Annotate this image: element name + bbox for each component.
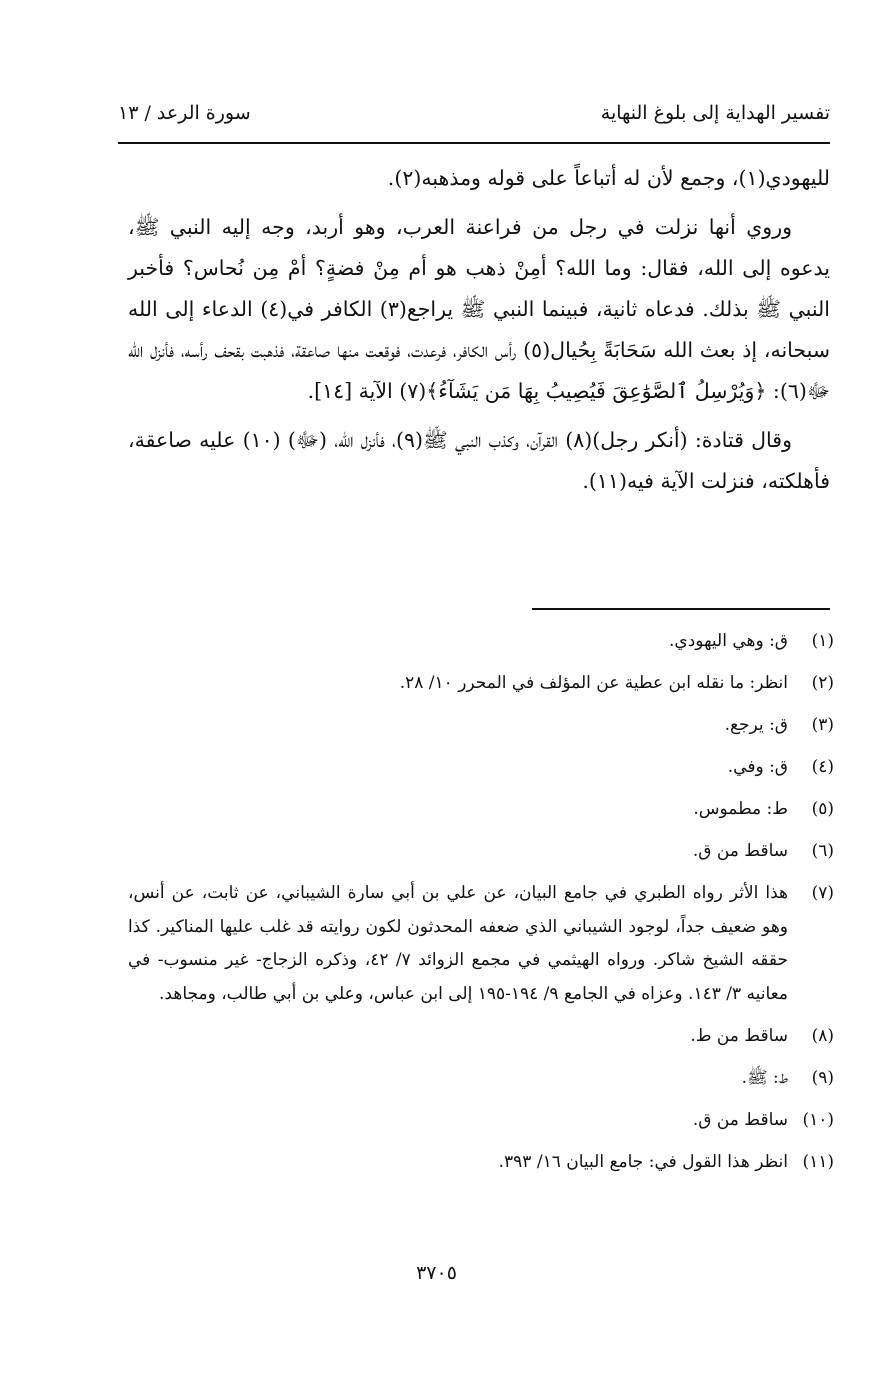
footnote [128,1062,834,1096]
paragraph: وقال قتادة: (أنكر رجل)(٨) القرآن، وكذب النبي ﷺ(٩)، فأنزل الله، (ﷻ) (١٠) عليه صاعقة، فأهلكته، فنزلت الآية فيه(١١). [128,428,830,493]
footnote [128,667,834,701]
footnote [128,877,834,1011]
footnote-text: هذا الأثر رواه الطبري في جامع البيان، عن علي بن أبي سارة الشيباني، عن ثابت، عن أنس، وهو ضعيف جداً، لوجود الشيباني الذي ضعفه المحدثون لكون روايته قد غلب عليها المناكير. كذا حققه الشيخ شاكر. ورواه الهيثمي في مجمع الزوائد ٧/ ٤٢، وذكره الزجاج- غير منسوب- في معانيه ٣/ ١٤٣. وعزاه في الجامع ٩/ ١٩٤-١٩٥ إلى ابن عباس، وعلي بن أبي طالب، ومجاهد. [128,883,788,1004]
footnote-number: (٣) [811,715,834,735]
footnote [128,751,834,785]
footnote-number: (١) [811,631,834,651]
footnote [128,709,834,743]
footnote-text: ساقط من ق. [692,841,788,861]
footnote-number: (٦) [811,841,834,861]
footnote-number: (٤) [811,757,834,777]
footnote-text: انظر: ما نقله ابن عطية عن المؤلف في المحرر ١٠/ ٢٨. [399,673,788,693]
footnote-number: (١٠) [802,1109,834,1130]
footnote-text: ق: وفي. [727,757,788,777]
footnote-text: ط: ﷺ. [741,1067,788,1088]
footnote-text: ق: وهي اليهودي. [669,631,788,651]
sura-label: سورة الرعد / ١٣ [118,102,251,124]
footnote-text: ق: يرجع. [724,715,788,735]
main-text [128,158,830,510]
page-number: ٣٧٠٥ [416,1262,457,1284]
book-title: تفسير الهداية إلى بلوغ النهاية [600,102,830,124]
footnote-text: ط: مطموس. [693,799,788,819]
header-rule [118,142,830,144]
footnote-number: (٢) [811,673,834,693]
footnote-number: (١١) [802,1151,834,1172]
footnote-text: ساقط من ق. [692,1109,788,1130]
footnote-number: (٨) [811,1025,834,1046]
footnote [128,1104,834,1138]
paragraph: وروي أنها نزلت في رجل من فراعنة العرب، وهو أربد، وجه إليه النبي ﷺ، يدعوه إلى الله، فقال: وما الله؟ أمِنْ ذهب هو أم مِنْ فضةٍ؟ أمْ مِن نُحاس؟ فأخبر النبي ﷺ بذلك. فدعاه ثانية، فبينما النبي ﷺ يراجع(٣) الكافر في(٤) الدعاء إلى الله سبحانه، إذ بعث الله سَحَابَةً بِحُيال(٥) رأس الكافر، فرعدت، فوقعت منها صاعقة، فذهبت بقحف رأسه، فأنزل الله ﷻ(٦): ﴿وَيُرْسِلُ ٱلصَّوَٰعِقَ فَيُصِيبُ بِهَا مَن يَشَآءُ﴾(٧) الآية [١٤]. [128,215,830,403]
footnote [128,1020,834,1054]
footnote [128,835,834,869]
footnote-number: (٩) [811,1067,834,1088]
running-header [118,100,830,136]
footnotes [128,625,834,1188]
footnote-separator [532,608,830,610]
footnote [128,1146,834,1180]
footnote-text: ساقط من ط. [690,1025,788,1046]
footnote-text: انظر هذا القول في: جامع البيان ١٦/ ٣٩٣. [498,1151,788,1172]
footnote-number: (٧) [811,883,834,903]
paragraph: لليهودي(١)، وجمع لأن له أتباعاً على قوله ومذهبه(٢). [387,166,830,190]
footnote-number: (٥) [811,799,834,819]
footnote [128,793,834,827]
footnote [128,625,834,659]
